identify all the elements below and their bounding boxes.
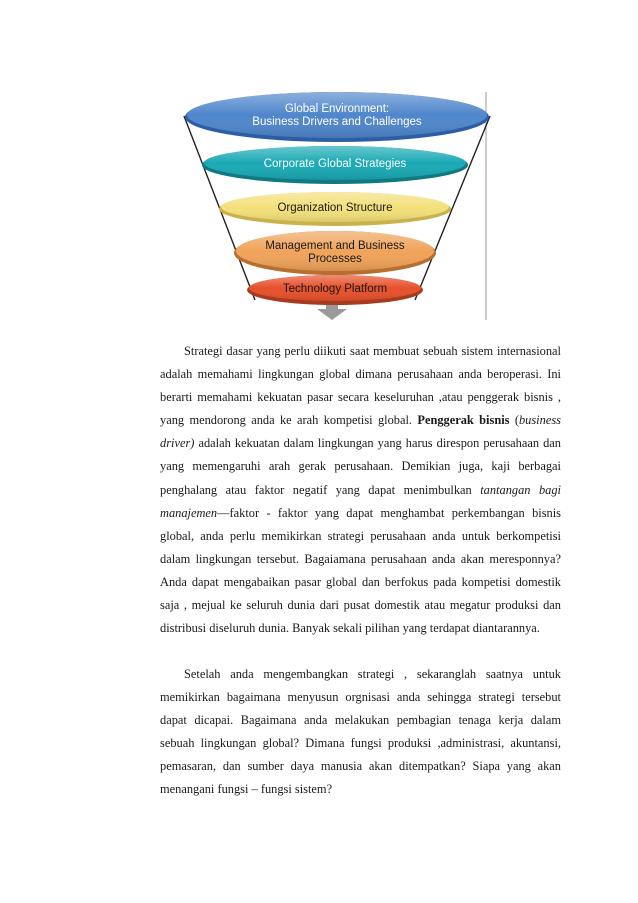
layer-label-global-environment: Global Environment: (284, 103, 390, 115)
funnel-layer-management-processes (234, 231, 436, 275)
italic-term: tantangan bagi manajemen (160, 482, 561, 520)
layer-label-management-processes: Management and Business (265, 240, 405, 252)
funnel-layer-organization-structure (219, 192, 451, 226)
layer-label-corporate-strategies: Corporate Global Strategies (263, 158, 407, 170)
layer-label-organization-structure: Organization Structure (277, 202, 393, 214)
bold-term: Penggerak bisnis (417, 413, 510, 428)
funnel-layer-corporate-strategies (202, 146, 468, 184)
layer-label-global-environment-line2: Business Drivers and Challenges (252, 116, 422, 128)
funnel-diagram (0, 0, 638, 330)
layer-label-management-processes-line2: Processes (308, 253, 362, 265)
italic-term: business driver) (160, 413, 561, 451)
layer-label-technology-platform: Technology Platform (282, 283, 388, 295)
body-paragraph-2: Setelah anda mengembangkan strategi , sekaranglah saatnya untuk memikirkan bagaimana menyusun orgnisasi anda sehingga strategi tersebut dapat dicapai. Bagaimana anda melakukan pembagian tenaga kerja dalam sebuah lingkungan global? Dimana fungsi produksi ,administrasi, akuntansi, pemasaran, dan sumber daya manusia akan ditempatkan? Siapa yang akan menangani fungsi – fungsi sistem? (160, 667, 561, 797)
funnel-layer-technology-platform (247, 275, 423, 305)
body-paragraph-1: Strategi dasar yang perlu diikuti saat membuat sebuah sistem internasional adalah memahami lingkungan global dimana perusahaan anda beroperasi. Ini berarti memahami kekuatan pasar secara keseluruhan ,atau penggerak bisnis , yang mendorong anda ke arah kompetisi global. Penggerak bisnis (business driver) adalah kekuatan dalam lingkungan yang harus direspon perusahaan dan yang memengaruhi arah gerak perusahaan. Demikian juga, kaji berbagai penghalang atau faktor negatif yang dapat menimbulkan tantangan bagi manajemen—faktor - faktor yang dapat menghambat perkembangan bisnis global, anda perlu memikirkan strategi perusahaan anda untuk berkompetisi dalam lingkungan tersebut. Bagaiamana perusahaan anda akan meresponnya? Anda dapat mengabaikan pasar global dan berfokus pada kompetisi domestik saja , mejual ke seluruh dunia dari pusat domestik atau megatur produksi dan distribusi diseluruh dunia. Banyak sekali pilihan yang terdapat diantarannya. (160, 344, 561, 636)
funnel-layer-global-environment (185, 92, 489, 142)
